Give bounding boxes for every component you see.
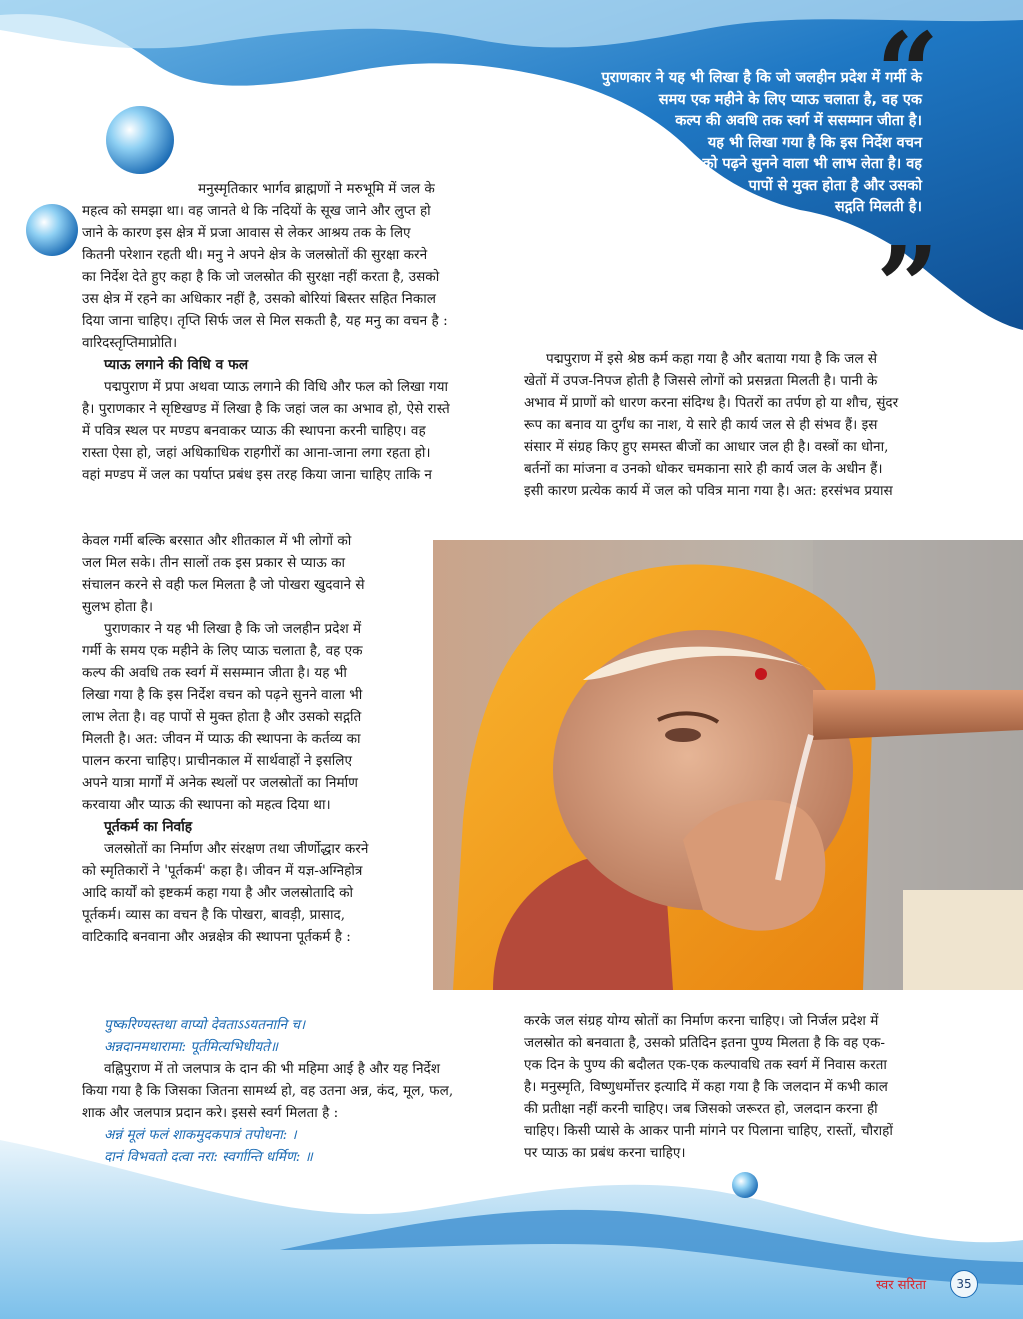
quote-line: सद्गति मिलती है। [834, 199, 922, 215]
shloka-line: अन्नं मूलं फलं शाकमुदकपात्रं तपोधना: । [104, 1127, 297, 1143]
text-line: संचालन करने से वही फल मिलता है जो पोखरा खुदवाने से [82, 577, 365, 593]
quote-line: को पढ़ने सुनने वाला भी लाभ लेता है। वह [702, 156, 922, 172]
text-line: दिया जाना चाहिए। तृप्ति सिर्फ जल से मिल सकती है, यह मनु का वचन है : [82, 313, 448, 329]
text-line: पालन करना चाहिए। प्राचीनकाल में सार्थवाहों ने इसलिए [82, 753, 353, 769]
text-line: पद्मपुराण में इसे श्रेष्ठ कर्म कहा गया है और बताया गया है कि जल से [546, 351, 878, 367]
text-line: खेतों में उपज-निपज होती है जिससे लोगों को प्रसन्नता मिलती है। पानी के [524, 373, 878, 389]
quote-line: पुराणकार ने यह भी लिखा है कि जो जलहीन प्रदेश में गर्मी के [601, 70, 922, 86]
section-heading-purtkarm: पूर्तकर्म का निर्वाह [104, 819, 193, 835]
left-column-bottom [82, 1014, 488, 1168]
text-line: लिखा गया है कि इस निर्देश वचन को पढ़ने सुनने वाला भी [82, 687, 363, 703]
text-line: पद्मपुराण में प्रपा अथवा प्याऊ लगाने की विधि और फल को लिखा गया [104, 379, 449, 395]
text-line: कितनी परेशान रहती थी। मनु ने अपने क्षेत्र के जलस्रोतों की सुरक्षा करने [82, 247, 428, 263]
text-line: वारिदस्तृप्तिमाप्नोति। [82, 335, 178, 351]
shloka-line: दानं विभवतो दत्वा नरा: स्वर्गान्ति धर्मिण: ॥ [104, 1149, 313, 1165]
text-line: जलस्रोत को बनवाता है, उसको प्रतिदिन इतना पुण्य मिलता है कि वह एक- [524, 1035, 885, 1051]
right-column-bottom [524, 1010, 938, 1164]
pull-quote [530, 68, 922, 219]
text-line: जल मिल सके। तीन सालों तक इस प्रकार से प्याऊ का [82, 555, 346, 571]
text-line: एक दिन के पुण्य की बदौलत एक-एक कल्पावधि तक स्वर्ग में निवास करता [524, 1057, 887, 1073]
open-quote-icon: “ [876, 8, 940, 137]
text-line: महत्व को समझा था। वह जानते थे कि नदियों के सूख जाने और लुप्त हो [82, 203, 431, 219]
left-column-narrow [82, 530, 400, 948]
photo-illustration [433, 540, 1023, 990]
page-number: 35 [950, 1270, 978, 1298]
quote-line: पापों से मुक्त होता है और उसको [748, 177, 922, 194]
shloka-line: अन्नदानमथारामा: पूर्तमित्यभिधीयते॥ [104, 1039, 279, 1055]
text-line: सुलभ होता है। [82, 599, 153, 615]
text-line: कल्प की अवधि तक स्वर्ग में ससम्मान जीता है। यह भी [82, 665, 347, 681]
shloka-line: पुष्करिण्यस्तथा वाप्यो देवताऽऽयतनानि च। [104, 1017, 306, 1033]
text-line: करवाया और प्याऊ की स्थापना को महत्व दिया था। [82, 797, 331, 813]
text-line: वहां मण्डप में जल का पर्याप्त प्रबंध इस तरह किया जाना चाहिए ताकि न [82, 467, 432, 483]
right-column-top [524, 348, 938, 502]
text-line: में पवित्र स्थल पर मण्डप बनवाकर प्याऊ की स्थापना करनी चाहिए। वह [82, 423, 426, 439]
text-line: संसार में संग्रह किए हुए समस्त बीजों का आधार जल ही है। वस्त्रों का धोना, [524, 439, 889, 455]
text-line: चाहिए। किसी प्यासे के आकर पानी मांगने पर पिलाना चाहिए, रास्तों, चौराहों [524, 1123, 893, 1139]
text-line: अभाव में प्राणों को धारण करना संदिग्ध है। पितरों का तर्पण हो या शौच, सुंदर [524, 395, 899, 411]
text-line: आदि कार्यों को इष्टकर्म कहा गया है और जलस्रोतादि को [82, 885, 354, 901]
quote-line: कल्प की अवधि तक स्वर्ग में ससम्मान जीता है। [675, 113, 922, 129]
text-line: जाने के कारण इस क्षेत्र में प्रजा आवास से लेकर आश्रय तक के लिए [82, 225, 411, 241]
text-line: मिलती है। अत: जीवन में प्याऊ की स्थापना के कर्तव्य का [82, 731, 361, 747]
magazine-name: स्वर सरिता [876, 1278, 926, 1293]
text-line: रूप का बनाव या दुर्गंध का नाश, ये सारे ही कार्य जल से ही संभव हैं। इस [524, 417, 878, 433]
text-line: लाभ लेता है। वह पापों से मुक्त होता है और उसको सद्गति [82, 709, 362, 725]
text-line: वाटिकादि बनवाना और अन्नक्षेत्र की स्थापना पूर्तकर्म है : [82, 929, 351, 945]
text-line: की प्रतीक्षा नहीं करनी चाहिए। जब जिसको जरूरत हो, जलदान करना ही [524, 1101, 878, 1117]
text-line: है। मनुस्मृति, विष्णुधर्मोत्तर इत्यादि में कहा गया है कि जलदान में कभी काल [524, 1079, 888, 1095]
text-line: पर प्याऊ का प्रबंध करना चाहिए। [524, 1145, 686, 1161]
text-line: अपने यात्रा मार्गों में अनेक स्थलों पर जलस्रोतों का निर्माण [82, 775, 358, 791]
text-line: शाक और जलपात्र प्रदान करे। इससे स्वर्ग मिलता है : [82, 1105, 339, 1121]
woman-drinking-water-photo [433, 540, 1023, 990]
quote-line: समय एक महीने के लिए प्याऊ चलाता है, वह एक [658, 91, 922, 108]
text-line: केवल गर्मी बल्कि बरसात और शीतकाल में भी लोगों को [82, 533, 352, 549]
section-heading-pyau: प्याऊ लगाने की विधि व फल [104, 357, 249, 373]
text-line: है। पुराणकार ने सृष्टिखण्ड में लिखा है कि जहां जल का अभाव हो, ऐसे रास्ते [82, 401, 450, 417]
text-line: जलस्रोतों का निर्माण और संरक्षण तथा जीर्णोद्धार करने [104, 841, 369, 857]
text-line: इसी कारण प्रत्येक कार्य में जल को पवित्र माना गया है। अत: हरसंभव प्रयास [524, 483, 893, 499]
intro-first-line: मनुस्मृतिकार भार्गव ब्राह्मणों ने मरुभूमि में जल के [198, 181, 435, 197]
text-line: पुराणकार ने यह भी लिखा है कि जो जलहीन प्रदेश में [104, 621, 362, 637]
text-line: का निर्देश देते हुए कहा है कि जो जलस्रोत की सुरक्षा नहीं करता है, उसको [82, 269, 440, 285]
text-line: वह्निपुराण में तो जलपात्र के दान की भी महिमा आई है और यह निर्देश [104, 1061, 440, 1077]
quote-line: यह भी लिखा गया है कि इस निर्देश वचन [707, 134, 922, 151]
text-line: पूर्तकर्म। व्यास का वचन है कि पोखरा, बावड़ी, प्रासाद, [82, 907, 346, 923]
left-column-top [82, 178, 488, 486]
text-line: उस क्षेत्र में रहने का अधिकार नहीं है, उसको बोरियां बिस्तर सहित निकाल [82, 291, 436, 307]
text-line: करके जल संग्रह योग्य स्रोतों का निर्माण करना चाहिए। जो निर्जल प्रदेश में [524, 1013, 879, 1029]
text-line: रास्ता ऐसा हो, जहां अधिकाधिक राहगीरों का आना-जाना लगा रहता हो। [82, 445, 431, 461]
close-quote-icon: ” [876, 222, 940, 351]
text-line: बर्तनों का मांजना व उनको धोकर चमकाना सारे ही कार्य जल के अधीन हैं। [524, 461, 883, 477]
text-line: को स्मृतिकारों ने 'पूर्तकर्म' कहा है। जीवन में यज्ञ-अग्निहोत्र [82, 863, 363, 879]
text-line: गर्मी के समय एक महीने के लिए प्याऊ चलाता है, वह एक [82, 643, 363, 659]
text-line: किया गया है कि जिसका जितना सामर्थ्य हो, वह उतना अन्न, कंद, मूल, फल, [82, 1083, 454, 1099]
